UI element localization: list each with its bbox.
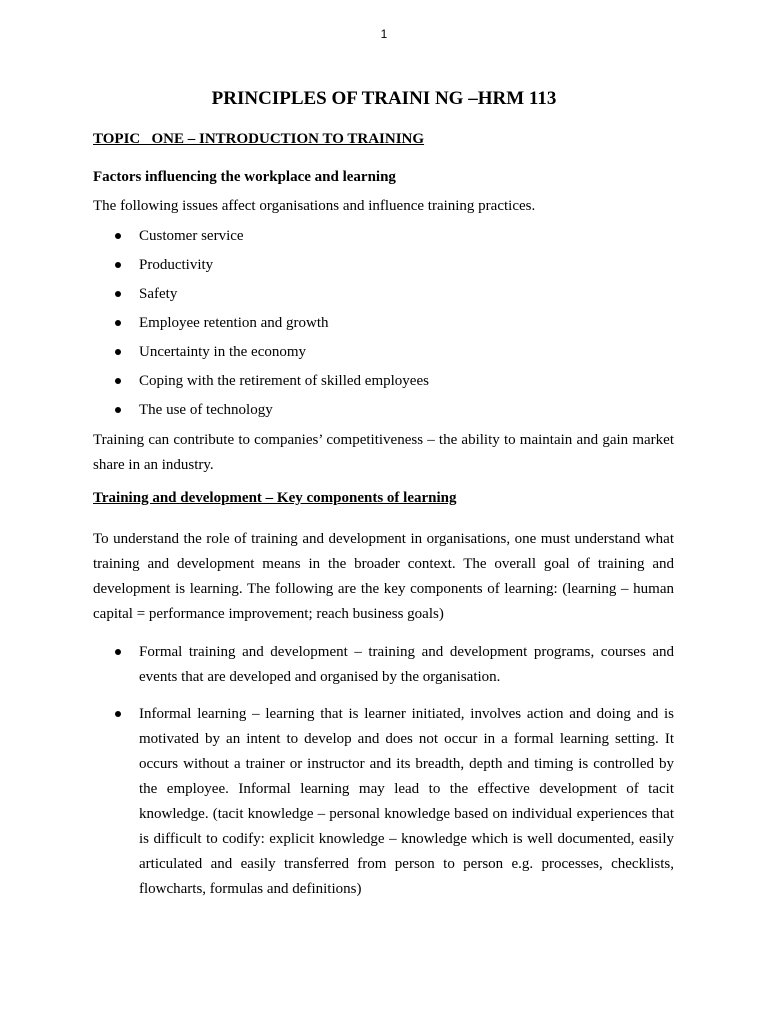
- list-item-text: Safety: [139, 286, 178, 302]
- list-item: [93, 400, 429, 429]
- list-item-text: Formal training and development – training and development programs, courses and events that are developed and organised by the organisation.: [139, 644, 674, 685]
- list-item-text: Productivity: [139, 257, 214, 273]
- list-item: [93, 371, 429, 400]
- bullet-icon: [115, 320, 121, 326]
- bullet-icon: [115, 349, 121, 355]
- section-heading-factors: Factors influencing the workplace and learning: [93, 169, 396, 185]
- list-item-text: Customer service: [139, 228, 244, 244]
- bullet-icon: [115, 291, 121, 297]
- list-item-text: Informal learning – learning that is learner initiated, involves action and doing and is motivated by an intent to develop and does not occur in a formal learning setting. It occurs without a trainer or instructor and its breadth, depth and timing is controlled by the employee. Informal learning may lead to the effective development of tacit knowledge. (tacit knowledge – personal knowledge based on individual experiences that is difficult to codify: explicit knowledge – knowledge which is well documented, easily articulated and easily transferred from person to person e.g. processes, checklists, flowcharts, formulas and definitions): [139, 706, 674, 897]
- competitiveness-paragraph: Training can contribute to companies’ competitiveness – the ability to maintain and gain market share in an industry.: [93, 432, 674, 473]
- document-title: PRINCIPLES OF TRAINI NG –HRM 113: [211, 88, 557, 109]
- bullet-icon: [115, 649, 121, 655]
- components-list: [93, 640, 674, 914]
- list-item: [93, 313, 429, 342]
- list-item-text: Coping with the retirement of skilled employees: [139, 373, 429, 389]
- page-number: 1: [380, 27, 388, 41]
- list-item-text: Employee retention and growth: [139, 315, 329, 331]
- bullet-icon: [115, 233, 121, 239]
- list-item-text: Uncertainty in the economy: [139, 344, 307, 360]
- topic-heading: TOPIC ONE – INTRODUCTION TO TRAINING: [93, 131, 425, 147]
- factors-list: [93, 226, 429, 429]
- list-item: [93, 342, 429, 371]
- list-item: [93, 255, 429, 284]
- training-development-paragraph: To understand the role of training and development in organisations, one must understand what training and development means in the broader context. The overall goal of training and development is learning. The following are the key components of learning: (learning – human capital = performance improvement; reach business goals): [93, 531, 674, 622]
- bullet-icon: [115, 711, 121, 717]
- bullet-icon: [115, 407, 121, 413]
- list-item: [93, 702, 674, 902]
- bullet-icon: [115, 262, 121, 268]
- section-heading-key-components: Training and development – Key components of learning: [93, 490, 457, 506]
- list-item: [93, 640, 674, 690]
- list-item-text: The use of technology: [139, 402, 273, 418]
- factors-intro-text: The following issues affect organisations and influence training practices.: [93, 198, 536, 214]
- list-item: [93, 226, 429, 255]
- bullet-icon: [115, 378, 121, 384]
- list-item: [93, 284, 429, 313]
